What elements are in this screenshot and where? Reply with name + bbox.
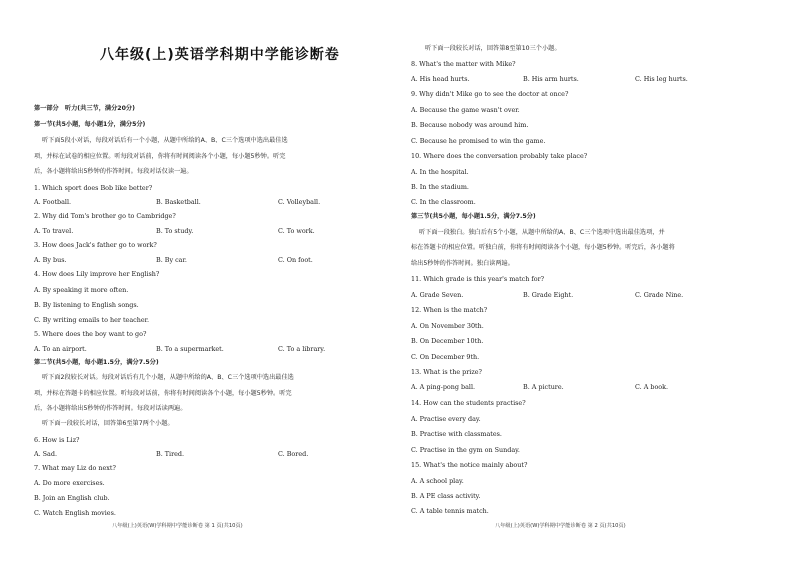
question-12: 12. When is the match?: [411, 306, 488, 314]
option-c: C. A book.: [635, 383, 669, 391]
option-a: A. By bus.: [34, 256, 67, 264]
option-b: B. Grade Eight.: [523, 291, 574, 299]
option-a: A. To travel.: [34, 227, 74, 235]
option-a: A. Sad.: [34, 450, 57, 458]
section3-instruction-line: 给出5秒钟的作答时间。独白读两遍。: [411, 260, 514, 267]
option-c: C. Grade Nine.: [635, 291, 684, 299]
option-c: C. On foot.: [278, 256, 313, 264]
page-footer: 八年级(上)英语(W)学科期中学能诊断卷 第 1 页(共10页): [112, 523, 243, 529]
question-14: 14. How can the students practise?: [411, 399, 526, 407]
section2-sub-instruction: 听下面一段较长对话，回答第6至第7两个小题。: [42, 420, 174, 427]
question-6: 6. How is Liz?: [34, 436, 80, 444]
option-a: A. Grade Seven.: [411, 291, 464, 299]
section2-heading: 第二节(共5小题，每小题1.5分，满分7.5分): [34, 359, 159, 366]
section3-heading: 第三节(共5小题，每小题1.5分，满分7.5分): [411, 213, 536, 220]
option-b: B. Because nobody was around him.: [411, 121, 529, 129]
option-b: B. In the stadium.: [411, 183, 469, 191]
question-8: 8. What's the matter with Mike?: [411, 60, 516, 68]
question-11: 11. Which grade is this year's match for?: [411, 275, 545, 283]
option-a: A. Football.: [34, 198, 72, 206]
option-a: A. By speaking it more often.: [34, 286, 129, 294]
page-footer: 八年级(上)英语(W)学科期中学能诊断卷 第 2 页(共10页): [495, 523, 626, 529]
option-c: C. Practise in the gym on Sunday.: [411, 446, 520, 454]
question-2: 2. Why did Tom's brother go to Cambridge?: [34, 212, 176, 220]
part1-heading: 第一部分 听力(共三节，满分20分): [34, 105, 135, 112]
section1-instruction-line: 听下面5段小对话，每段对话后有一个小题，从题中所给的A、B、C三个选项中选出最佳选: [42, 137, 288, 144]
section3-instruction-line: 标在答题卡的相应位置。听独白前，你将有时间阅读各个小题，每小题5秒钟。听完后，各小题将: [411, 244, 675, 251]
option-b: B. Join an English club.: [34, 494, 110, 502]
option-c: C. Bored.: [278, 450, 309, 458]
option-b: B. By listening to English songs.: [34, 301, 139, 309]
question-10: 10. Where does the conversation probably take place?: [411, 152, 588, 160]
option-a: A. Do more exercises.: [34, 479, 105, 487]
option-c: C. His leg hurts.: [635, 75, 688, 83]
option-c: C. By writing emails to her teacher.: [34, 316, 149, 324]
option-b: B. By car.: [156, 256, 187, 264]
option-a: A. Because the game wasn't over.: [411, 106, 520, 114]
question-9: 9. Why didn't Mike go to see the doctor at once?: [411, 90, 569, 98]
option-b: B. Basketball.: [156, 198, 201, 206]
option-c: C. A table tennis match.: [411, 507, 489, 515]
option-b: B. A PE class activity.: [411, 492, 481, 500]
option-b: B. On December 10th.: [411, 337, 484, 345]
section1-heading: 第一节(共5小题，每小题1分，满分5分): [34, 121, 146, 128]
option-c: C. Watch English movies.: [34, 509, 116, 517]
option-a: A. A ping-pong ball.: [411, 383, 476, 391]
question-7: 7. What may Liz do next?: [34, 464, 116, 472]
option-b: B. His arm hurts.: [523, 75, 579, 83]
option-c: C. Volleyball.: [278, 198, 321, 206]
option-a: A. A school play.: [411, 477, 464, 485]
page-right: [397, 0, 794, 561]
option-b: B. Practise with classmates.: [411, 430, 502, 438]
option-c: C. To a library.: [278, 345, 326, 353]
section1-instruction-line: 后，各小题将给出5秒钟的作答时间。每段对话仅读一遍。: [34, 168, 193, 175]
option-a: A. His head hurts.: [411, 75, 470, 83]
option-a: A. To an airport.: [34, 345, 87, 353]
question-5: 5. Where does the boy want to go?: [34, 330, 147, 338]
option-a: A. In the hospital.: [411, 168, 469, 176]
option-b: B. To study.: [156, 227, 194, 235]
option-b: B. Tired.: [156, 450, 185, 458]
section1-instruction-line: 项，并标在试卷的相应位置。听每段对话前，你将有时间阅读各个小题，每小题5秒钟。听完: [34, 153, 286, 160]
section2-instruction-line: 听下面2段较长对话。每段对话后有几个小题，从题中所给的A、B、C三个选项中选出最佳选: [42, 374, 294, 381]
section2-sub-instruction: 听下面一段较长对话，回答第8至第10三个小题。: [425, 45, 561, 52]
option-c: C. Because he promised to win the game.: [411, 137, 546, 145]
exam-title: 八年级(上)英语学科期中学能诊断卷: [100, 47, 340, 63]
question-15: 15. What's the notice mainly about?: [411, 461, 528, 469]
option-a: A. On November 30th.: [411, 322, 484, 330]
question-13: 13. What is the prize?: [411, 368, 482, 376]
question-1: 1. Which sport does Bob like better?: [34, 184, 153, 192]
section2-instruction-line: 项，并标在答题卡的相应位置。听每段对话前，你将有时间阅读各个小题，每小题5秒钟。听完: [34, 390, 292, 397]
question-4: 4. How does Lily improve her English?: [34, 270, 160, 278]
option-c: C. In the classroom.: [411, 198, 476, 206]
question-3: 3. How does Jack's father go to work?: [34, 241, 157, 249]
section2-instruction-line: 后，各小题将给出5秒钟的作答时间。每段对话读两遍。: [34, 405, 187, 412]
option-a: A. Practise every day.: [411, 415, 481, 423]
section3-instruction-line: 听下面一段独白。独白后有5个小题，从题中所给的A、B、C三个选项中选出最佳选项，并: [419, 229, 665, 236]
option-b: B. A picture.: [523, 383, 564, 391]
option-c: C. To work.: [278, 227, 315, 235]
option-b: B. To a supermarket.: [156, 345, 224, 353]
option-c: C. On December 9th.: [411, 353, 480, 361]
